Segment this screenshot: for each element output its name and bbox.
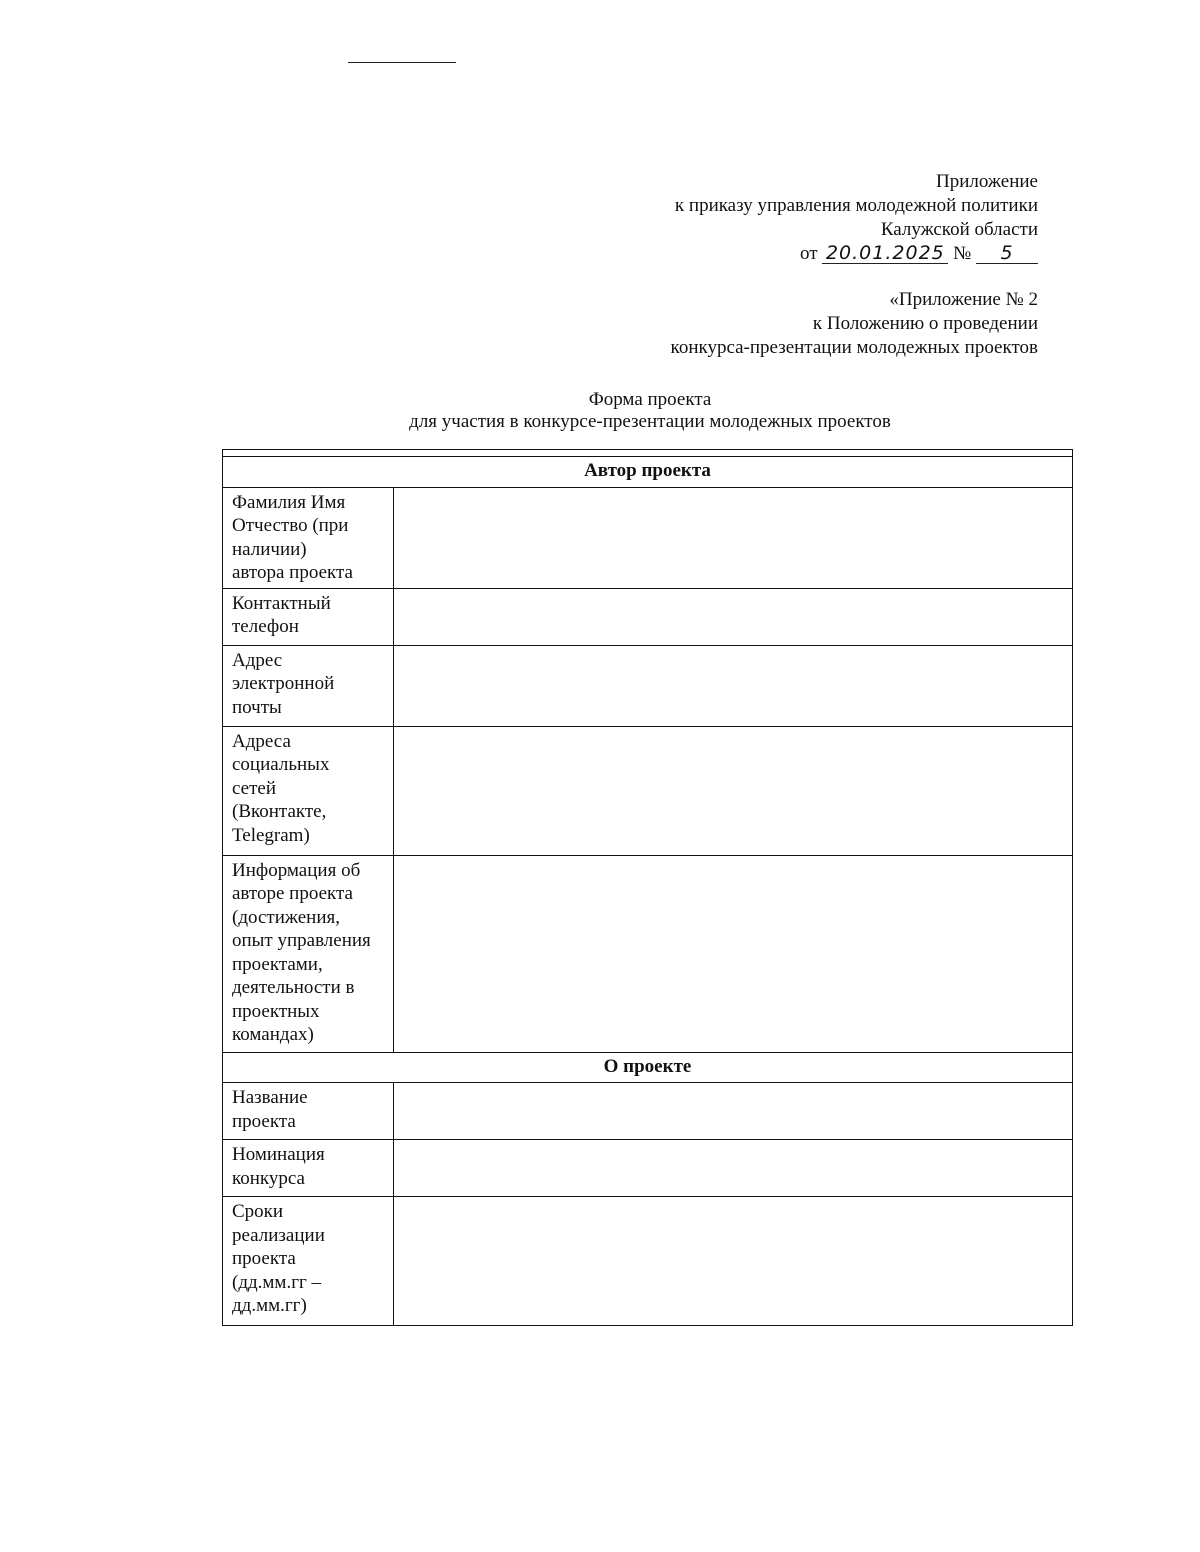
row-label-project-dates: Сроки реализации проекта (дд.мм.гг – дд.мм.гг) bbox=[223, 1197, 394, 1326]
table-row bbox=[223, 726, 1073, 855]
row-value-social[interactable] bbox=[394, 726, 1073, 855]
row-value-project-dates[interactable] bbox=[394, 1197, 1073, 1326]
appendix2-regulation-line: к Положению о проведении bbox=[812, 313, 1038, 334]
form-title bbox=[230, 389, 1070, 433]
row-value-email[interactable] bbox=[394, 645, 1073, 726]
row-label-social: Адреса социальных сетей (Вконтакте, Telegram) bbox=[223, 726, 394, 855]
project-form-table bbox=[222, 449, 1073, 1326]
appendix-title: Приложение bbox=[936, 171, 1038, 192]
number-prefix: № bbox=[953, 243, 972, 264]
appendix2-title: «Приложение № 2 bbox=[889, 289, 1038, 310]
date-number-line bbox=[675, 242, 1038, 266]
table-row bbox=[223, 645, 1073, 726]
top-rule bbox=[348, 62, 456, 63]
table-row bbox=[223, 588, 1073, 645]
row-label-phone: Контактный телефон bbox=[223, 588, 394, 645]
form-title-line2: для участия в конкурсе-презентации молодежных проектов bbox=[409, 411, 891, 432]
form-title-line1: Форма проекта bbox=[588, 389, 712, 410]
handwritten-number: 5 bbox=[976, 243, 1038, 264]
table-top-gap bbox=[223, 450, 1073, 457]
date-prefix: от bbox=[800, 243, 818, 264]
section-author-header: Автор проекта bbox=[223, 457, 1073, 488]
section-author-row bbox=[223, 457, 1073, 488]
row-value-project-name[interactable] bbox=[394, 1083, 1073, 1140]
handwritten-date: 20.01.2025 bbox=[822, 243, 948, 264]
table-row bbox=[223, 487, 1073, 588]
row-label-full-name: Фамилия Имя Отчество (при наличии) автора проекта bbox=[223, 487, 394, 588]
row-value-full-name[interactable] bbox=[394, 487, 1073, 588]
table-row bbox=[223, 1197, 1073, 1326]
appendix2-contest-line: конкурса-презентации молодежных проектов bbox=[670, 337, 1038, 358]
table-row bbox=[223, 1140, 1073, 1197]
table-row bbox=[223, 1083, 1073, 1140]
section-project-row bbox=[223, 1052, 1073, 1083]
appendix2-header bbox=[671, 288, 1038, 360]
appendix-order-line: к приказу управления молодежной политики bbox=[674, 195, 1038, 216]
row-label-author-info: Информация об авторе проекта (достижения, опыт управления проектами, деятельности в проектных командах) bbox=[223, 855, 394, 1052]
row-label-email: Адрес электронной почты bbox=[223, 645, 394, 726]
appendix-region-line: Калужской области bbox=[880, 219, 1038, 240]
table-row bbox=[223, 855, 1073, 1052]
row-label-project-name: Название проекта bbox=[223, 1083, 394, 1140]
appendix-header bbox=[675, 170, 1038, 266]
row-value-nomination[interactable] bbox=[394, 1140, 1073, 1197]
row-value-author-info[interactable] bbox=[394, 855, 1073, 1052]
section-project-header: О проекте bbox=[223, 1052, 1073, 1083]
row-value-phone[interactable] bbox=[394, 588, 1073, 645]
row-label-nomination: Номинация конкурса bbox=[223, 1140, 394, 1197]
